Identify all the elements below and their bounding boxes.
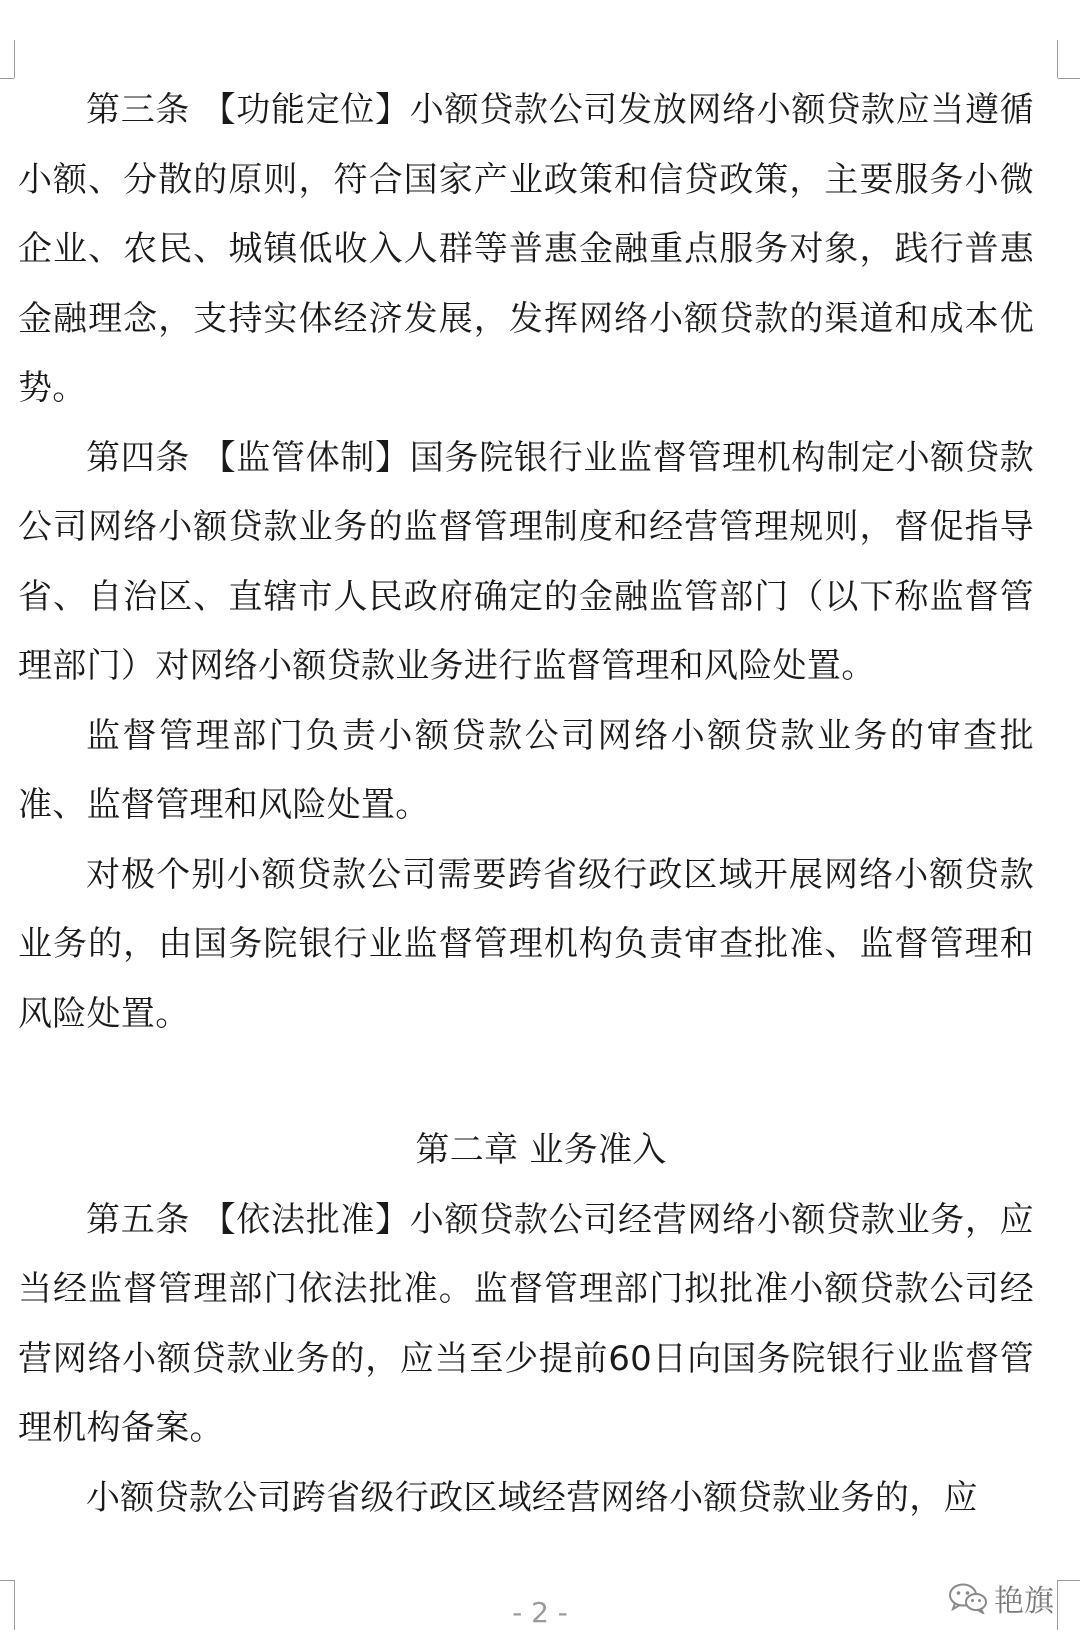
article-4-paragraph-2: 监督管理部门负责小额贷款公司网络小额贷款业务的审查批准、监督管理和风险处置。 <box>18 715 1034 825</box>
article-5-paragraph: 第五条 【依法批准】小额贷款公司经营网络小额贷款业务，应当经监督管理部门依法批准。监督管理部门拟批准小额贷款公司经营网络小额贷款业务的，应当至少提前60日向国务院银行业监督管理机构备案。 <box>18 1199 1034 1448</box>
watermark-text: 艳旗 <box>994 1584 1054 1619</box>
chapter-heading: 第二章 业务准入 <box>415 1130 667 1170</box>
article-5-paragraph-2: 小额贷款公司跨省级行政区域经营网络小额贷款业务的，应 <box>86 1477 978 1518</box>
crop-mark-bottom-left-horizontal <box>0 1580 14 1581</box>
document-body <box>18 76 1034 1533</box>
crop-mark-top-right-horizontal <box>1058 78 1080 79</box>
crop-mark-top-right <box>1057 40 1058 78</box>
watermark <box>948 1576 1054 1620</box>
crop-mark-top-left-horizontal <box>0 78 14 79</box>
page-number: - 2 - <box>512 1596 568 1629</box>
article-4-paragraph: 第四条 【监管体制】国务院银行业监督管理机构制定小额贷款公司网络小额贷款业务的监督管理制度和经营管理规则，督促指导省、自治区、直辖市人民政府确定的金融监管部门（以下称监督管理部门）对网络小额贷款业务进行监督管理和风险处置。 <box>18 437 1034 686</box>
crop-mark-bottom-right-horizontal <box>1058 1580 1080 1581</box>
crop-mark-top-left <box>14 40 15 78</box>
article-4-paragraph-3: 对极个别小额贷款公司需要跨省级行政区域开展网络小额贷款业务的，由国务院银行业监督管理机构负责审查批准、监督管理和风险处置。 <box>18 854 1034 1034</box>
article-3-paragraph: 第三条 【功能定位】小额贷款公司发放网络小额贷款应当遵循小额、分散的原则，符合国家产业政策和信贷政策，主要服务小微企业、农民、城镇低收入人群等普惠金融重点服务对象，践行普惠金融理念，支持实体经济发展，发挥网络小额贷款的渠道和成本优势。 <box>18 90 1034 408</box>
wechat-icon <box>948 1582 988 1614</box>
